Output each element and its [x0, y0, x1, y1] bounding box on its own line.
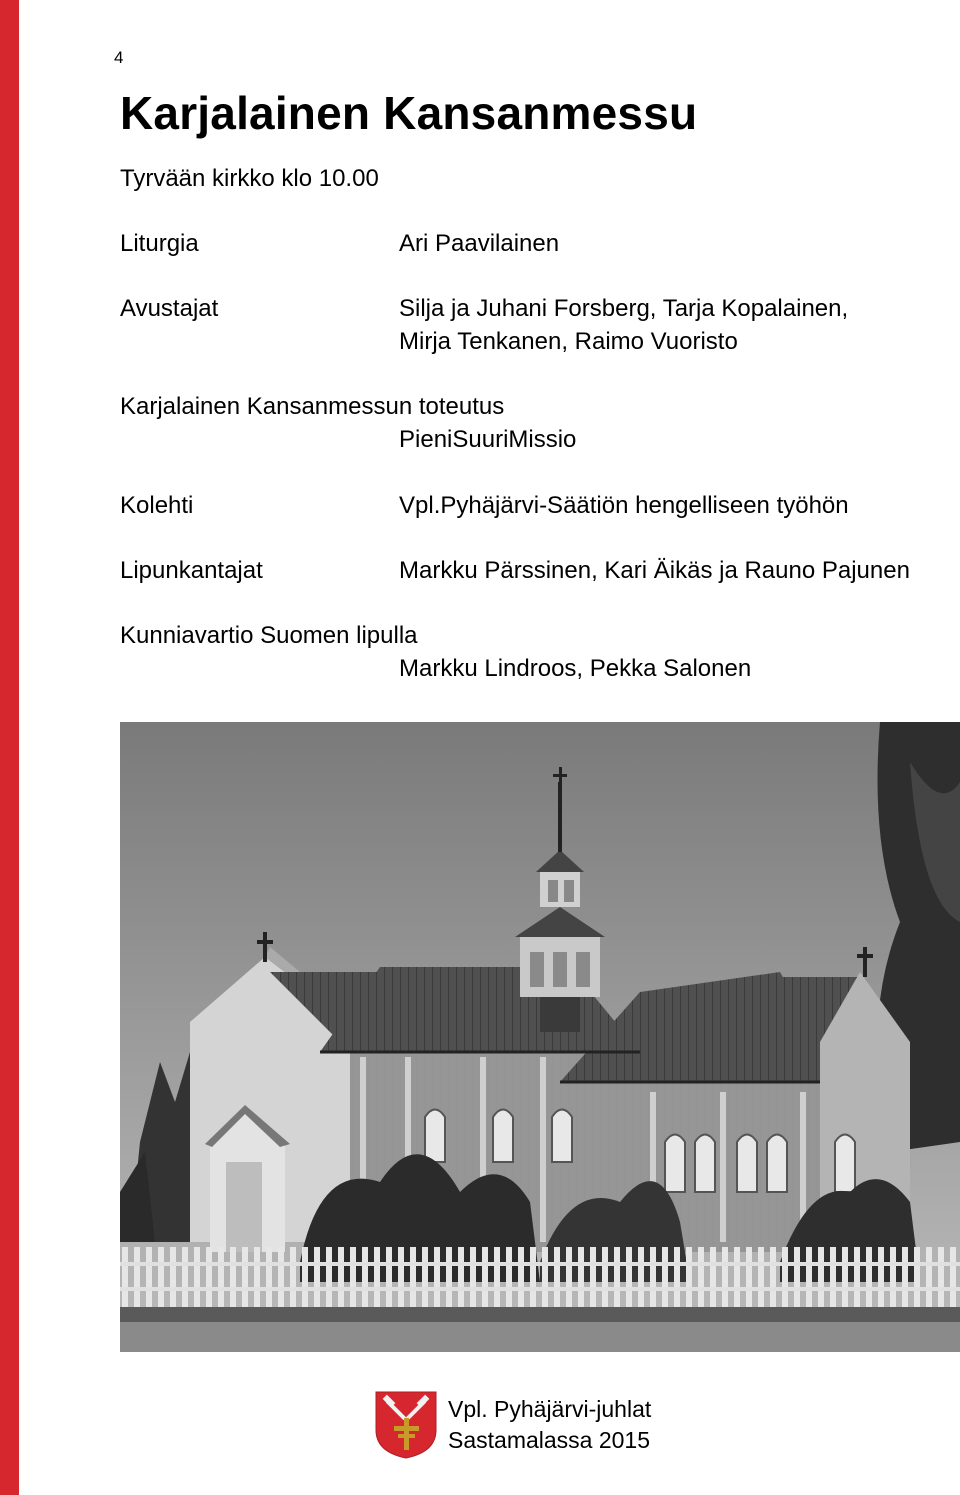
red-margin-bar	[0, 0, 19, 1495]
avustajat-value-line1: Silja ja Juhani Forsberg, Tarja Kopalainen,	[399, 295, 849, 322]
toteutus-heading: Karjalainen Kansanmessun toteutus	[120, 393, 505, 420]
kunniavartio-value: Markku Lindroos, Pekka Salonen	[399, 655, 752, 682]
coat-of-arms-icon	[374, 1390, 438, 1460]
avustajat-value-line2: Mirja Tenkanen, Raimo Vuoristo	[399, 328, 738, 355]
kolehti-value: Vpl.Pyhäjärvi-Säätiön hengelliseen työhön	[399, 492, 849, 519]
page-title: Karjalainen Kansanmessu	[120, 87, 698, 139]
page-number: 4	[114, 48, 124, 67]
lipunkantajat-value: Markku Pärssinen, Kari Äikäs ja Rauno Pajunen	[399, 557, 910, 584]
liturgia-value: Ari Paavilainen	[399, 230, 560, 257]
toteutus-value: PieniSuuriMissio	[399, 426, 577, 453]
event-subtitle: Tyrvään kirkko klo 10.00	[120, 165, 379, 192]
footer-line-1: Vpl. Pyhäjärvi-juhlat	[448, 1396, 652, 1422]
footer-line-2: Sastamalassa 2015	[448, 1427, 651, 1453]
footer-event-text	[448, 1394, 651, 1456]
kunniavartio-heading: Kunniavartio Suomen lipulla	[120, 622, 418, 649]
kolehti-label: Kolehti	[120, 492, 194, 519]
liturgia-label: Liturgia	[120, 230, 199, 257]
church-photo	[120, 722, 960, 1352]
avustajat-label: Avustajat	[120, 295, 219, 322]
lipunkantajat-label: Lipunkantajat	[120, 557, 263, 584]
